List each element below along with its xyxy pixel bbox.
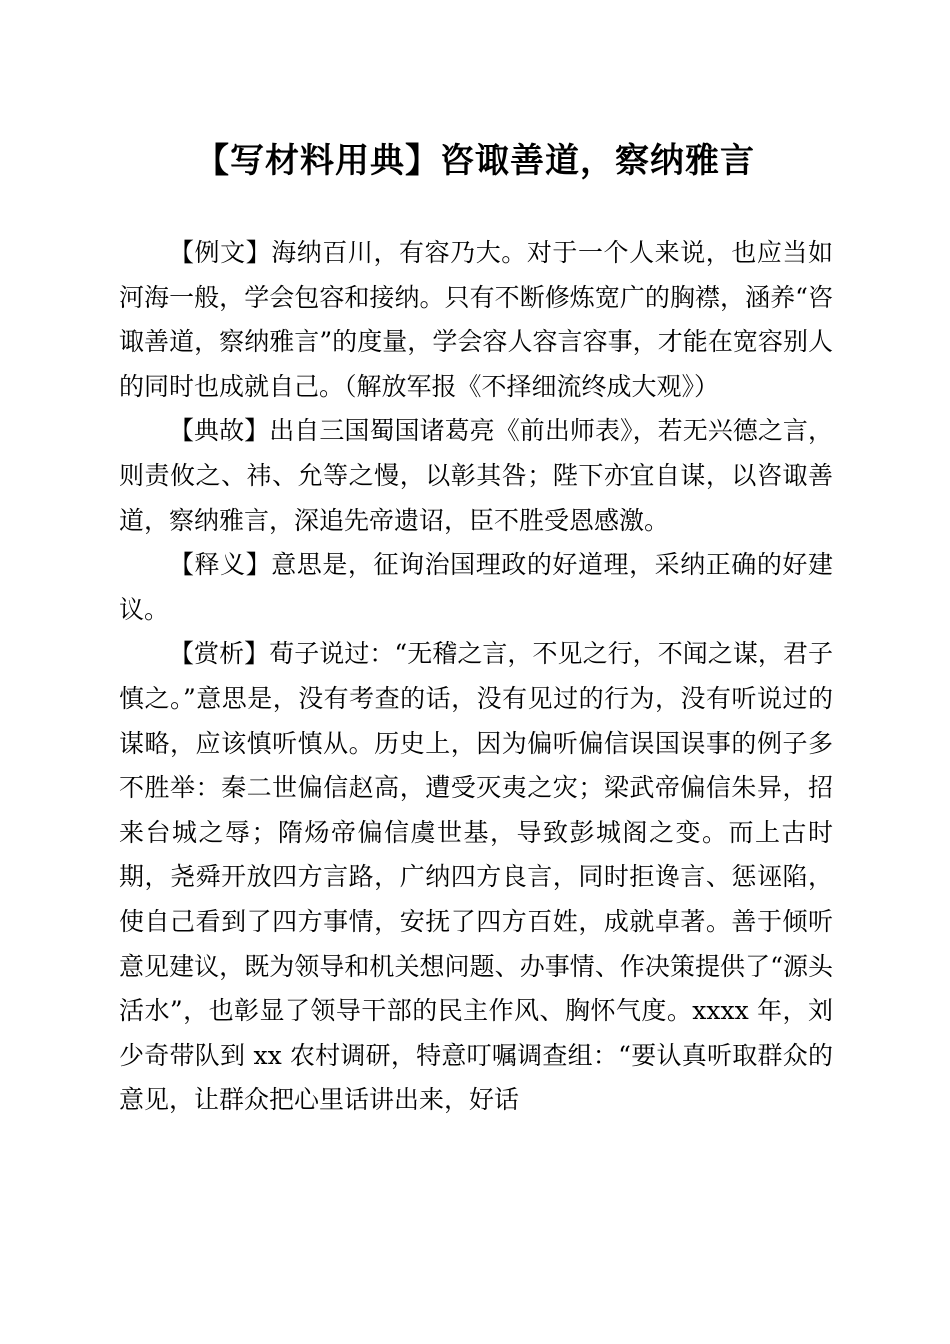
paragraph-text: 出自三国蜀国诸葛亮《前出师表》，若无兴德之言，则责攸之、祎、允等之慢，以彰其咎；陛下亦宜自谋，以咨诹善道，察纳雅言，深追先帝遗诏，臣不胜受恩感激。 <box>119 416 833 535</box>
paragraph-label: 【典故】 <box>169 416 270 446</box>
paragraph-text: 荀子说过：“无稽之言，不见之行，不闻之谋，君子慎之。”意思是，没有考查的话，没有见过的行为，没有听说过的谋略，应该慎听慎从。历史上，因为偏听偏信误国误事的例子多不胜举：秦二世偏信赵高，遭受灭夷之灾；梁武帝偏信朱异，招来台城之辱；隋炀帝偏信虞世基，导致彭城阁之变。而上古时期，尧舜开放四方言路，广纳四方良言，同时拒谗言、惩诬陷，使自己看到了四方事情，安抚了四方百姓，成就卓著。善于倾听意见建议，既为领导和机关想问题、办事情、作决策提供了“源头活水”，也彰显了领导干部的民主作风、胸怀气度。xxxx 年，刘少奇带队到 xx 农村调研，特意叮嘱调查组：“要认真听取群众的意见，让群众把心里话讲出来，好话 <box>119 639 833 1115</box>
paragraph-text: 意思是，征询治国理政的好道理，采纳正确的好建议。 <box>119 550 833 624</box>
paragraph-text: 海纳百川，有容乃大。对于一个人来说，也应当如河海一般，学会包容和接纳。只有不断修炼宽广的胸襟，涵养“咨诹善道，察纳雅言”的度量，学会容人容言容事，才能在宽容别人的同时也成就自己。（解放军报《不择细流终成大观》） <box>119 238 833 401</box>
document-body <box>119 231 833 1123</box>
paragraph-label: 【例文】 <box>169 238 272 267</box>
paragraph-meaning <box>119 543 833 632</box>
paragraph-example <box>119 231 833 409</box>
document-title: 【写材料用典】咨诹善道，察纳雅言 <box>195 141 755 181</box>
paragraph-allusion <box>119 409 833 543</box>
paragraph-label: 【赏析】 <box>169 639 270 669</box>
paragraph-analysis <box>119 632 833 1123</box>
paragraph-label: 【释义】 <box>169 550 272 580</box>
